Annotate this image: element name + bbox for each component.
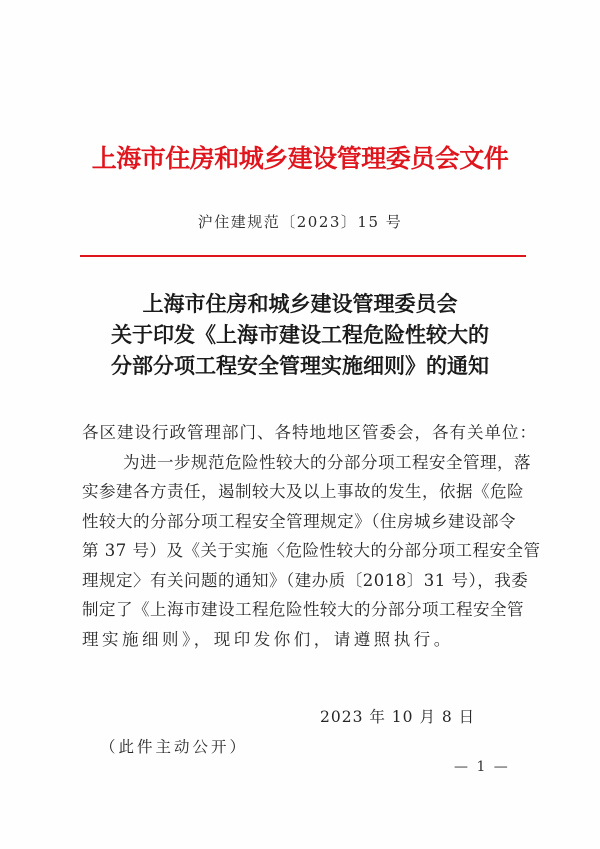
- paragraph-line: 为进一步规范危险性较大的分部分项工程安全管理，落: [123, 452, 531, 472]
- title-line: 上海市住房和城乡建设管理委员会: [142, 291, 458, 316]
- document-title: [0, 288, 600, 381]
- issue-date: 2023 年 10 月 8 日: [320, 708, 476, 726]
- document-number: 沪住建规范〔2023〕15 号: [197, 213, 403, 231]
- salutation: 各区建设行政管理部门、各特地地区管委会，各有关单位：: [82, 423, 537, 442]
- paragraph-line: 理实施细则》，现印发你们，请遵照执行。: [82, 629, 454, 649]
- paragraph-line: 性较大的分部分项工程安全管理规定》（住房城乡建设部令: [82, 511, 516, 531]
- paragraph-line: 制定了《上海市建设工程危险性较大的分部分项工程安全管: [82, 600, 524, 619]
- paragraph-line: 第 37 号）及《关于实施〈危险性较大的分部分项工程安全管: [82, 541, 541, 560]
- red-divider-line: [80, 255, 526, 257]
- paragraph-line: 实参建各方责任，遏制较大及以上事故的发生，依据《危险: [82, 482, 524, 501]
- title-line: 关于印发《上海市建设工程危险性较大的: [111, 322, 489, 347]
- title-line: 分部分项工程安全管理实施细则》的通知: [111, 353, 489, 378]
- document-body: [82, 418, 541, 654]
- issuer-file-header: 上海市住房和城乡建设管理委员会文件: [91, 144, 509, 173]
- page-number: — 1 —: [454, 759, 510, 775]
- paragraph-line: 理规定〉有关问题的通知》（建办质〔2018〕31 号），我委: [82, 570, 529, 590]
- public-disclosure-note: （此件主动公开）: [100, 738, 249, 756]
